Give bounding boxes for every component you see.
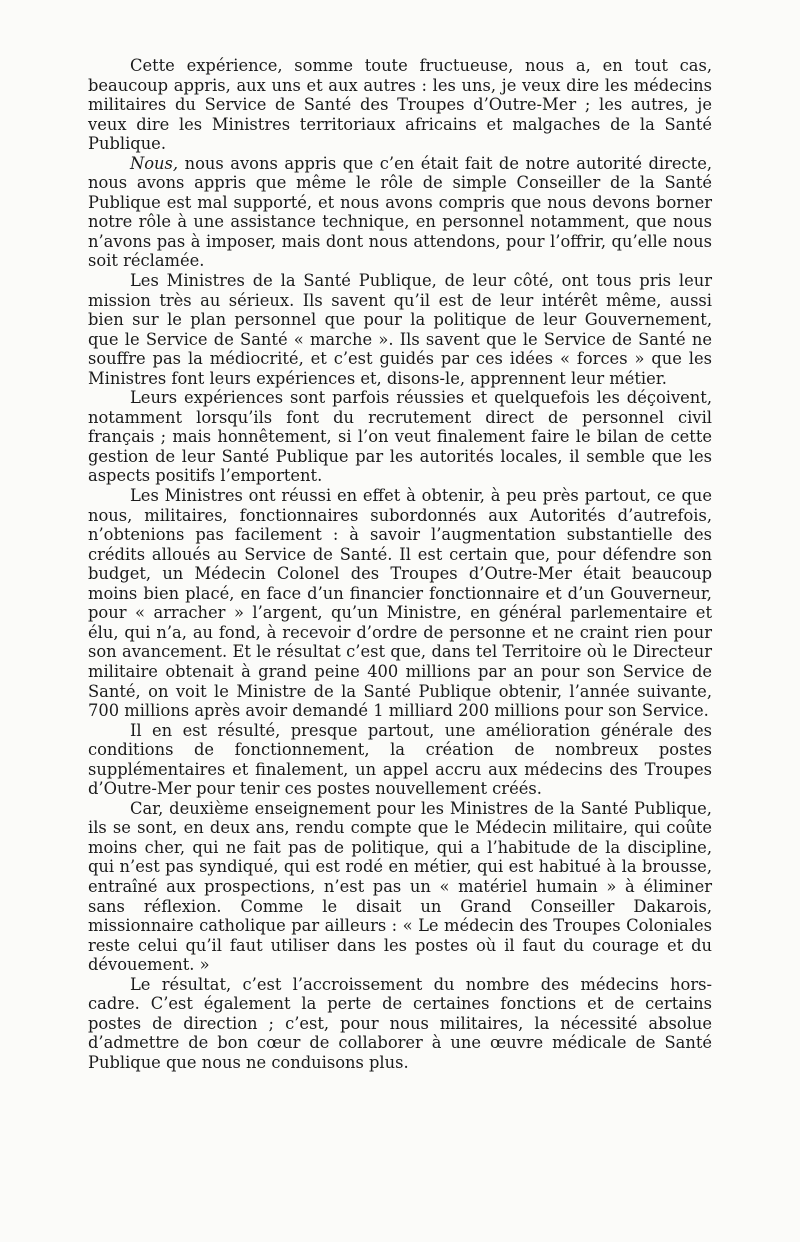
paragraph-7 [88,799,712,975]
paragraph-2 [88,154,712,271]
paragraph-4-text: Leurs expériences sont parfois réussies et quelquefois les déçoivent, notamment lorsqu’ils font du recrutement direct de personnel civil français ; mais honnêtement, si l’on veut finalement faire le bilan de cette gestion de leur Santé Publique par les autorités locales, il semble que les aspects positifs l’emportent. [88,388,712,486]
paragraph-5 [88,486,712,721]
paragraph-8-text: Le résultat, c’est l’accroissement du nombre des médecins hors-cadre. C’est également la perte de certaines fonctions et de certains postes de direction ; c’est, pour nous militaires, la nécessité absolue d’admettre de bon cœur de collaborer à une œuvre médicale de Santé Publique que nous ne conduisons plus. [88,974,712,1072]
paragraph-1 [88,56,712,154]
paragraph-2-italic-lead: Nous, [130,153,179,173]
paragraph-1-text: Cette expérience, somme toute fructueuse, nous a, en tout cas, beaucoup appris, aux uns et aux autres : les uns, je veux dire les médecins militaires du Service de Santé des Troupes d’Outre-Mer ; les autres, je veux dire les Ministres territoriaux africains et malgaches de la Santé Publique. [88,56,712,154]
paragraph-2-text: nous avons appris que c’en était fait de notre autorité directe, nous avons appris que même le rôle de simple Conseiller de la Santé Publique est mal supporté, et nous avons compris que nous devons borner notre rôle à une assistance technique, en personnel notamment, que nous n’avons pas à imposer, mais dont nous attendons, pour l’offrir, qu’elle nous soit réclamée. [88,153,712,271]
paragraph-8 [88,975,712,1073]
paragraph-6-text: Il en est résulté, presque partout, une amélioration générale des conditions de fonctionnement, la création de nombreux postes supplémentaires et finalement, un appel accru aux médecins des Troupes d’Outre-Mer pour tenir ces postes nouvellement créés. [88,720,712,799]
paragraph-7-text: Car, deuxième enseignement pour les Ministres de la Santé Publique, ils se sont, en deux ans, rendu compte que le Médecin militaire, qui coûte moins cher, qui ne fait pas de politique, qui a l’habitude de la discipline, qui n’est pas syndiqué, qui est rodé en métier, qui est habitué à la brousse, entraîné aux prospections, n’est pas un « matériel humain » à éliminer sans réflexion. Comme le disait un Grand Conseiller Dakarois, missionnaire catholique par ailleurs : « Le médecin des Troupes Coloniales reste celui qu’il faut utiliser dans les postes où il faut du courage et du dévouement. » [88,798,712,975]
paragraph-4 [88,388,712,486]
body-text [88,56,712,1072]
paragraph-5-text: Les Ministres ont réussi en effet à obtenir, à peu près partout, ce que nous, militaires, fonctionnaires subordonnés aux Autorités d’autrefois, n’obtenions pas facilement : à savoir l’augmentation substantielle des crédits alloués au Service de Santé. Il est certain que, pour défendre son budget, un Médecin Colonel des Troupes d’Outre-Mer était beaucoup moins bien placé, en face d’un financier fonctionnaire et d’un Gouverneur, pour « arracher » l’argent, qu’un Ministre, en général parlementaire et élu, qui n’a, au fond, à recevoir d’ordre de personne et ne craint rien pour son avancement. Et le résultat c’est que, dans tel Territoire où le Directeur militaire obtenait à grand peine 400 millions par an pour son Service de Santé, on voit le Ministre de la Santé Publique obtenir, l’année suivante, 700 millions après avoir demandé 1 milliard 200 millions pour son Service. [88,486,712,721]
paragraph-6 [88,721,712,799]
paragraph-3-text: Les Ministres de la Santé Publique, de leur côté, ont tous pris leur mission très au sérieux. Ils savent qu’il est de leur intérêt même, aussi bien sur le plan personnel que pour la politique de leur Gouvernement, que le Service de Santé « marche ». Ils savent que le Service de Santé ne souffre pas la médiocrité, et c’est guidés par ces idées « forces » que les Ministres font leurs expériences et, disons-le, apprennent leur métier. [88,271,712,388]
paragraph-3 [88,271,712,388]
